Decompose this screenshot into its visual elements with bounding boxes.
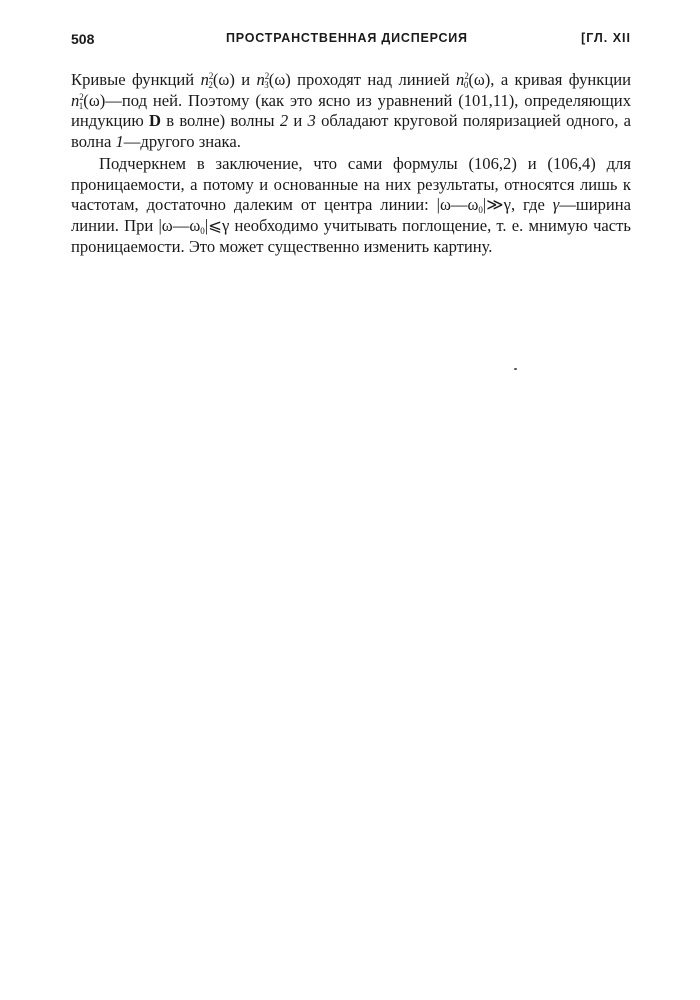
formula-far-condition: $|\omega—\omega_0|≫\gamma$ (436, 195, 511, 216)
wave-number: 2 (279, 111, 289, 131)
chapter-title: ПРОСТРАНСТВЕННАЯ ДИСПЕРСИЯ (226, 31, 468, 45)
text-run: , где (510, 195, 553, 215)
text-run: —другого знака. (123, 132, 241, 152)
body-text (71, 70, 631, 257)
induction-symbol: D (148, 111, 161, 131)
text-run: и (234, 70, 257, 89)
formula-n0-squared: $n^2_0(\omega)$ (456, 70, 491, 90)
text-run: , а кривая функции (490, 70, 632, 89)
book-page (71, 28, 631, 257)
text-run: и (288, 111, 308, 131)
text-run: в волне) волны (160, 111, 280, 131)
text-run: обладают круговой поляризацией одного, а волна (71, 111, 632, 152)
paragraph-polarization (71, 70, 631, 153)
text-run: —под ней. Поэтому (как это ясно из уравнений (101,11), определяющих индукцию (71, 90, 631, 131)
text-run: Подчеркнем в заключение, что сами формулы (106,2) и (106,4) для проницаемости, а потому и основанные на них результаты, относятся лишь к частотам, достаточно далеким от центра линии: (71, 153, 631, 215)
formula-n3-squared: $n^2_3(\omega)$ (256, 70, 291, 90)
paragraph-conclusion (71, 154, 631, 258)
running-head (71, 28, 631, 50)
formula-n2-squared: $n^2_2(\omega)$ (200, 70, 235, 90)
wave-number: 3 (307, 111, 316, 131)
formula-near-condition: $|\omega—\omega_0|⩽\gamma$ (158, 215, 230, 236)
text-run: необходимо учитывать поглощение, т. е. мнимую часть проницаемости. Это может существенно изменить картину. (71, 215, 631, 256)
wave-number: 1 (115, 132, 124, 152)
text-run: проходят над линией (290, 70, 457, 89)
chapter-reference: [ГЛ. XII (581, 31, 631, 45)
gamma-symbol: γ (552, 195, 560, 215)
formula-n1-squared: $n^2_1(\omega)$ (71, 90, 106, 111)
text-run: —ширина линии. При (71, 195, 632, 235)
print-speck (514, 368, 517, 370)
page-number: 508 (71, 31, 95, 47)
text-run: Кривые функций (71, 70, 201, 89)
